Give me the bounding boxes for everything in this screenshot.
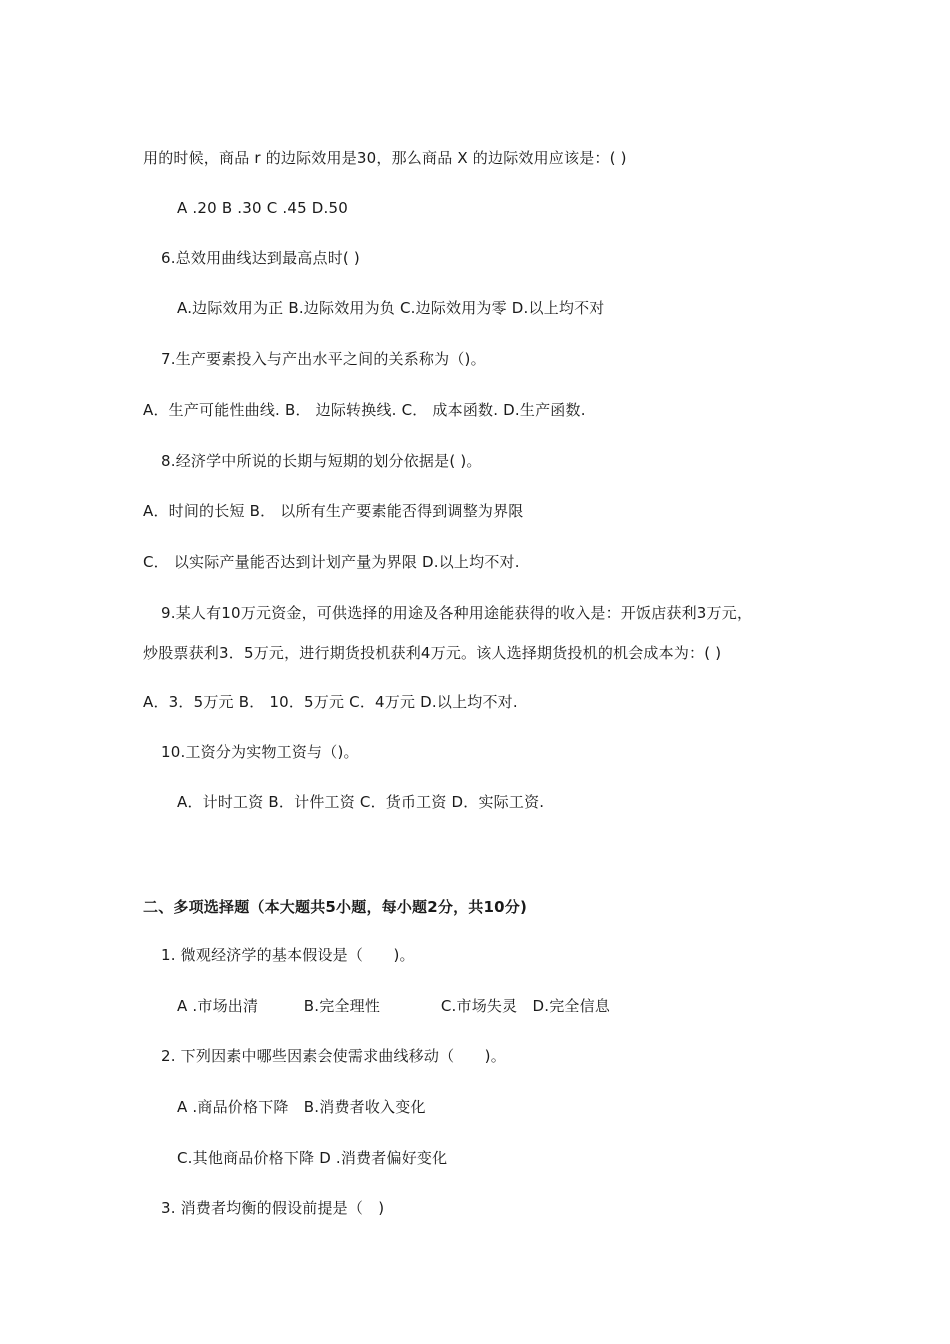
question-8-options-ab: A．时间的长短 B． 以所有生产要素能否得到调整为界限 [143, 502, 524, 520]
question-6-options: A.边际效用为正 B.边际效用为负 C.边际效用为零 D.以上均不对 [177, 299, 605, 317]
mc-question-2-options-ab: A .商品价格下降 B.消费者收入变化 [177, 1098, 426, 1116]
mc-question-3-stem: 3. 消费者均衡的假设前提是（ ) [161, 1199, 385, 1217]
question-7-stem: 7.生产要素投入与产出水平之间的关系称为（)。 [161, 350, 486, 368]
question-5-options: A .20 B .30 C .45 D.50 [177, 199, 349, 217]
question-9-options: A．3．5万元 B． 10．5万元 C．4万元 D.以上均不对. [143, 693, 518, 711]
question-8-stem: 8.经济学中所说的长期与短期的划分依据是( )。 [161, 452, 482, 470]
question-10-options: A．计时工资 B．计件工资 C．货币工资 D．实际工资. [177, 793, 545, 811]
section-heading: 二、多项选择题（本大题共5小题，每小题2分，共10分) [143, 898, 528, 916]
question-9-stem-continued: 炒股票获利3．5万元，进行期货投机获利4万元。该人选择期货投机的机会成本为：( ) [143, 644, 722, 662]
question-10-stem: 10.工资分为实物工资与（)。 [161, 743, 359, 761]
mc-question-2-stem: 2. 下列因素中哪些因素会使需求曲线移动（ )。 [161, 1047, 506, 1065]
question-6-stem: 6.总效用曲线达到最高点时( ) [161, 249, 360, 267]
question-5-continuation: 用的时候，商品 r 的边际效用是30，那么商品 X 的边际效用应该是：( ) [143, 149, 627, 167]
question-9-stem: 9.某人有10万元资金，可供选择的用途及各种用途能获得的收入是：开饭店获利3万元， [161, 604, 753, 622]
mc-question-1-options: A .市场出清 B.完全理性 C.市场失灵 D.完全信息 [177, 997, 611, 1015]
question-8-options-cd: C． 以实际产量能否达到计划产量为界限 D.以上均不对. [143, 553, 520, 571]
mc-question-2-options-cd: C.其他商品价格下降 D .消费者偏好变化 [177, 1149, 448, 1167]
question-7-options: A．生产可能性曲线. B． 边际转换线. C． 成本函数. D.生产函数. [143, 401, 586, 419]
mc-question-1-stem: 1. 微观经济学的基本假设是（ )。 [161, 946, 415, 964]
